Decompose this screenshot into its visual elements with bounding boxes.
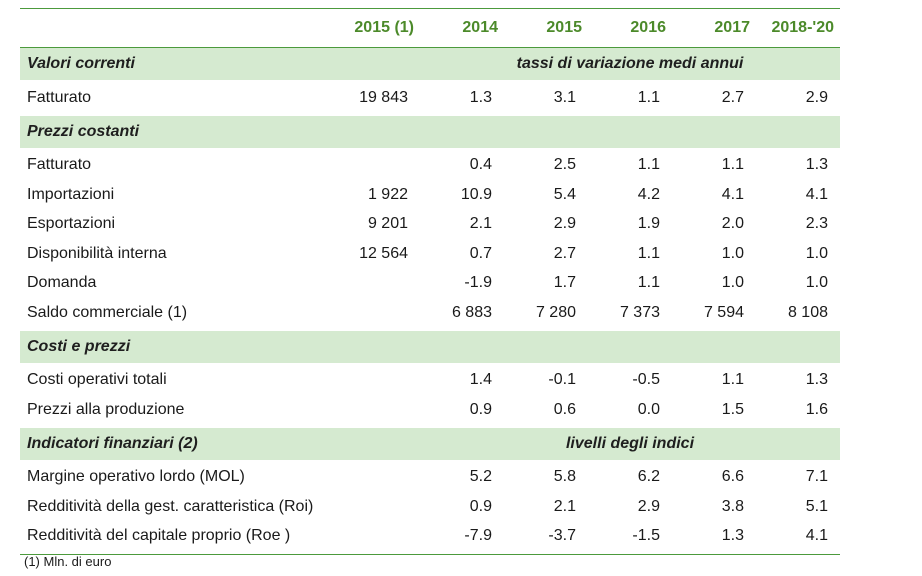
row-label: Importazioni — [27, 185, 115, 203]
row-value: 1.7 — [553, 274, 576, 292]
column-header: 2016 — [588, 9, 672, 48]
row-label: Esportazioni — [27, 215, 116, 233]
column-header: 2017 — [672, 9, 756, 48]
row-value: 2.0 — [721, 215, 744, 233]
row-label: Prezzi alla produzione — [27, 400, 185, 418]
section-title: Indicatori finanziari (2) — [20, 428, 336, 460]
data-table — [20, 9, 840, 554]
section-header-row — [20, 48, 840, 81]
row-value — [336, 363, 420, 396]
table-body — [20, 48, 840, 555]
row-value: 1.3 — [721, 527, 744, 545]
row-value: 1.1 — [637, 274, 660, 292]
row-value: 1.0 — [805, 244, 828, 262]
section-header-row — [20, 331, 840, 363]
row-value: 1.5 — [721, 400, 744, 418]
section-note — [420, 331, 840, 363]
row-value: 7 373 — [619, 303, 660, 321]
row-value: 1.9 — [637, 215, 660, 233]
footnote: (1) Mln. di euro — [24, 554, 112, 569]
row-value: 6 883 — [451, 303, 492, 321]
row-value: 0.4 — [469, 156, 492, 174]
row-value — [336, 460, 420, 493]
row-value: 2.5 — [553, 156, 576, 174]
data-table-container — [20, 8, 840, 555]
row-label: Costi operativi totali — [27, 371, 167, 389]
row-value: 1.0 — [721, 274, 744, 292]
row-value: 4.1 — [805, 527, 828, 545]
row-value: 7 280 — [535, 303, 576, 321]
row-value: 10.9 — [460, 185, 492, 203]
row-value: 2.1 — [553, 497, 576, 515]
row-value: -0.5 — [632, 371, 660, 389]
row-value: 1.1 — [721, 156, 744, 174]
row-label: Domanda — [27, 274, 97, 292]
row-value: 2.7 — [721, 88, 744, 106]
row-value: 5.1 — [805, 497, 828, 515]
row-value: 9 201 — [367, 215, 408, 233]
row-value — [336, 522, 420, 555]
table-row — [20, 180, 840, 210]
row-value: 2.3 — [805, 215, 828, 233]
row-value: 1.3 — [805, 371, 828, 389]
section-header-row — [20, 428, 840, 460]
section-spacer — [336, 116, 420, 148]
row-value: 0.6 — [553, 400, 576, 418]
row-label: Fatturato — [27, 156, 92, 174]
row-value: 1.4 — [469, 371, 492, 389]
row-value: 4.1 — [721, 185, 744, 203]
row-value: 3.8 — [721, 497, 744, 515]
column-header: 2014 — [420, 9, 504, 48]
table-row — [20, 492, 840, 522]
row-value: 4.1 — [805, 185, 828, 203]
row-value: 0.9 — [469, 400, 492, 418]
row-value: 1 922 — [367, 185, 408, 203]
section-title: Valori correnti — [20, 48, 336, 81]
row-value: 1.0 — [805, 274, 828, 292]
row-value: 19 843 — [359, 88, 408, 106]
section-spacer — [336, 331, 420, 363]
row-value — [336, 148, 420, 181]
section-header-row — [20, 116, 840, 148]
row-value: 1.1 — [637, 88, 660, 106]
row-value — [336, 492, 420, 522]
row-value: 1.1 — [721, 371, 744, 389]
row-label: Fatturato — [27, 88, 92, 106]
row-value: 1.1 — [637, 244, 660, 262]
column-header: 2018-'20 — [756, 9, 840, 48]
section-note — [420, 116, 840, 148]
row-value: 1.3 — [805, 156, 828, 174]
table-row — [20, 395, 840, 428]
row-value: -3.7 — [548, 527, 576, 545]
row-value: 1.3 — [469, 88, 492, 106]
row-label: Redditività del capitale proprio (Roe ) — [27, 527, 291, 545]
table-row — [20, 460, 840, 493]
row-value: 2.9 — [805, 88, 828, 106]
row-value: 5.2 — [469, 468, 492, 486]
row-value — [336, 298, 420, 331]
table-row — [20, 80, 840, 116]
row-value: 6.6 — [721, 468, 744, 486]
row-label: Redditività della gest. caratteristica (Roi) — [27, 497, 314, 515]
row-value: -1.5 — [632, 527, 660, 545]
header-label-cell — [20, 9, 336, 48]
row-value: 3.1 — [553, 88, 576, 106]
column-header: 2015 — [504, 9, 588, 48]
row-value: 8 108 — [787, 303, 828, 321]
section-title: Prezzi costanti — [20, 116, 336, 148]
row-value: -0.1 — [548, 371, 576, 389]
row-value: 1.1 — [637, 156, 660, 174]
row-label: Saldo commerciale (1) — [27, 303, 188, 321]
row-value: 5.4 — [553, 185, 576, 203]
section-spacer — [336, 428, 420, 460]
row-value: 4.2 — [637, 185, 660, 203]
row-value: 5.8 — [553, 468, 576, 486]
row-label: Margine operativo lordo (MOL) — [27, 468, 245, 486]
row-value: 2.9 — [637, 497, 660, 515]
column-header: 2015 (1) — [336, 9, 420, 48]
row-value: 2.1 — [469, 215, 492, 233]
row-value: -1.9 — [464, 274, 492, 292]
row-value: 1.6 — [805, 400, 828, 418]
table-row — [20, 148, 840, 181]
row-value: 7.1 — [805, 468, 828, 486]
row-value: 6.2 — [637, 468, 660, 486]
section-note: livelli degli indici — [420, 428, 840, 460]
row-value: 0.0 — [637, 400, 660, 418]
row-value: 0.9 — [469, 497, 492, 515]
row-value: -7.9 — [464, 527, 492, 545]
row-value — [336, 395, 420, 428]
row-label: Disponibilità interna — [27, 244, 167, 262]
table-row — [20, 210, 840, 240]
section-spacer — [336, 48, 420, 81]
section-note: tassi di variazione medi annui — [420, 48, 840, 81]
table-row — [20, 363, 840, 396]
row-value: 2.7 — [553, 244, 576, 262]
row-value: 0.7 — [469, 244, 492, 262]
table-row — [20, 298, 840, 331]
row-value: 1.0 — [721, 244, 744, 262]
table-row — [20, 522, 840, 555]
row-value: 7 594 — [703, 303, 744, 321]
section-title: Costi e prezzi — [20, 331, 336, 363]
header-row — [20, 9, 840, 48]
row-value — [336, 269, 420, 299]
bottom-rule — [20, 554, 840, 555]
table-row — [20, 239, 840, 269]
row-value: 2.9 — [553, 215, 576, 233]
row-value: 12 564 — [359, 244, 408, 262]
table-row — [20, 269, 840, 299]
